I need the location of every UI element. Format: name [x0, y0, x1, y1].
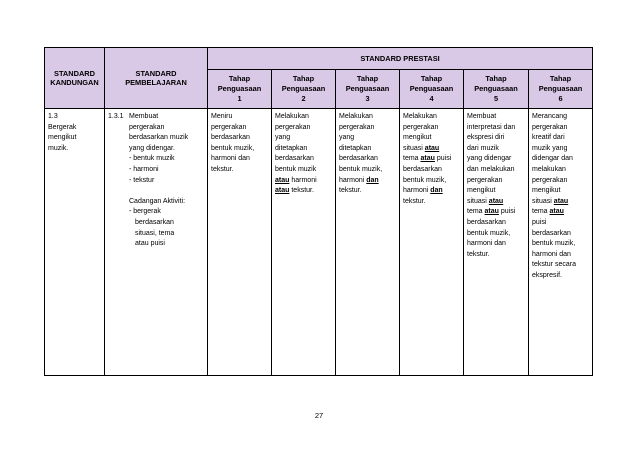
cell-line: dan melakukan	[467, 165, 515, 173]
cell-line: pergerakan	[403, 123, 439, 131]
emphasis-word: atau	[424, 144, 440, 152]
emphasis-word: dan	[430, 187, 443, 195]
emphasis-word: atau	[275, 187, 290, 195]
cell-line: mengikut	[532, 187, 561, 195]
cell-line: - harmoni	[129, 165, 159, 173]
cell-line: ekspresi diri	[467, 134, 505, 142]
cell-line: bentuk muzik,	[339, 165, 383, 173]
cell-line: berdasarkan	[467, 218, 506, 226]
cell-line: - tekstur	[129, 176, 155, 184]
cell-line: berdasarkan	[275, 155, 314, 163]
cell-line: bentuk muzik,	[532, 240, 576, 248]
cell-line: situasi atau	[467, 197, 504, 205]
cell-line: bentuk muzik,	[403, 176, 447, 184]
cell-line: kreatif dari	[532, 134, 565, 142]
cell-standard-pembelajaran	[105, 109, 208, 376]
emphasis-word: dan	[366, 176, 379, 184]
header-tahap-3: Tahap Penguasaan 3	[336, 70, 400, 109]
standard-pembelajaran-number: 1.3.1	[108, 113, 124, 120]
cell-line: yang	[339, 134, 355, 142]
cell-line: tekstur secara	[532, 261, 576, 269]
cell-line: pergerakan	[339, 123, 375, 131]
cell-tahap-6	[529, 109, 593, 376]
cell-standard-kandungan	[45, 109, 105, 376]
cell-line: mengikut	[467, 187, 496, 195]
cell-line: pergerakan	[467, 176, 503, 184]
cell-tahap-1	[208, 109, 272, 376]
cell-line: pergerakan	[211, 123, 247, 131]
cell-line: ekspresif.	[532, 271, 562, 279]
cell-line: berdasarkan	[135, 218, 174, 226]
cell-line: berdasarkan	[339, 155, 378, 163]
page-number: 27	[314, 411, 324, 420]
standard-table	[44, 47, 593, 376]
cell-line: atau puisi	[135, 240, 165, 248]
header-tahap-6: Tahap Penguasaan 6	[529, 70, 593, 109]
cell-line: harmoni dan	[467, 240, 506, 248]
cell-line: - bergerak	[129, 208, 161, 216]
cell-line: didengar dan	[532, 155, 573, 163]
standard-pembelajaran-text	[129, 112, 188, 250]
cell-line: berdasarkan muzik	[129, 134, 189, 142]
cell-line: harmoni dan	[339, 176, 379, 184]
cell-line: 1.3	[48, 113, 58, 120]
header-standard-kandungan: STANDARD KANDUNGAN	[45, 48, 105, 109]
cell-line: atau harmoni	[275, 176, 317, 184]
cell-line: melakukan	[532, 165, 566, 173]
cell-line: muzik.	[48, 144, 69, 152]
cell-line: pergerakan	[532, 176, 568, 184]
cell-tahap-2	[272, 109, 336, 376]
cell-line: - bentuk muzik	[129, 155, 175, 163]
header-tahap-1: Tahap Penguasaan 1	[208, 70, 272, 109]
cell-line: Melakukan	[339, 113, 373, 120]
cell-line: muzik yang	[532, 144, 568, 152]
header-standard-prestasi: STANDARD PRESTASI	[208, 48, 593, 70]
cell-line: harmoni dan	[211, 155, 250, 163]
header-standard-pembelajaran: STANDARD PEMBELAJARAN	[105, 48, 208, 109]
cell-line: Membuat	[467, 113, 497, 120]
cell-line: tekstur.	[467, 250, 490, 258]
cell-line: bentuk muzik,	[467, 229, 511, 237]
emphasis-word: atau	[488, 197, 504, 205]
cell-line: berdasarkan	[211, 134, 250, 142]
cell-line: interpretasi dan	[467, 123, 516, 131]
cell-tahap-4	[400, 109, 464, 376]
cell-line: pergerakan	[532, 123, 568, 131]
cell-line: dari muzik	[467, 144, 499, 152]
cell-line: Meniru	[211, 113, 233, 120]
cell-line: situasi, tema	[135, 229, 175, 237]
cell-line: bentuk muzik	[275, 165, 317, 173]
cell-line: atau tekstur.	[275, 187, 314, 195]
cell-tahap-5	[464, 109, 529, 376]
cell-line: ditetapkan	[339, 144, 372, 152]
cell-line: mengikut	[403, 134, 432, 142]
cell-line: ditetapkan	[275, 144, 308, 152]
cell-line	[129, 186, 188, 197]
cell-line: berdasarkan	[532, 229, 571, 237]
cell-line: puisi	[532, 218, 547, 226]
cell-line: Bergerak	[48, 123, 77, 131]
emphasis-word: atau	[484, 208, 499, 216]
cell-line: pergerakan	[275, 123, 311, 131]
header-tahap-5: Tahap Penguasaan 5	[464, 70, 529, 109]
cell-line: bentuk muzik,	[211, 144, 255, 152]
cell-line: pergerakan	[129, 123, 165, 131]
cell-line: tema atau puisi	[467, 208, 516, 216]
cell-line: tekstur.	[211, 165, 234, 173]
header-tahap-4: Tahap Penguasaan 4	[400, 70, 464, 109]
cell-tahap-3	[336, 109, 400, 376]
cell-line: yang didengar	[467, 155, 512, 163]
cell-line: tema atau puisi	[403, 155, 452, 163]
emphasis-word: atau	[275, 176, 290, 184]
cell-line: situasi atau	[403, 144, 440, 152]
cell-line: tema atau	[532, 208, 564, 216]
cell-line: tekstur.	[339, 187, 362, 195]
cell-line: situasi atau	[532, 197, 569, 205]
cell-line: yang didengar.	[129, 144, 175, 152]
cell-line: yang	[275, 134, 291, 142]
cell-line: berdasarkan	[403, 165, 442, 173]
cell-line: mengikut	[48, 134, 77, 142]
cell-line: harmoni dan	[532, 250, 571, 258]
emphasis-word: atau	[549, 208, 564, 216]
emphasis-word: atau	[420, 155, 435, 163]
cell-line: Membuat	[129, 113, 159, 120]
cell-line: Melakukan	[275, 113, 309, 120]
cell-line: Melakukan	[403, 113, 437, 120]
cell-line: Cadangan Aktiviti:	[129, 197, 186, 205]
header-tahap-2: Tahap Penguasaan 2	[272, 70, 336, 109]
cell-line: Merancang	[532, 113, 568, 120]
cell-line: harmoni dan	[403, 187, 443, 195]
cell-line: tekstur.	[403, 197, 426, 205]
emphasis-word: atau	[553, 197, 569, 205]
